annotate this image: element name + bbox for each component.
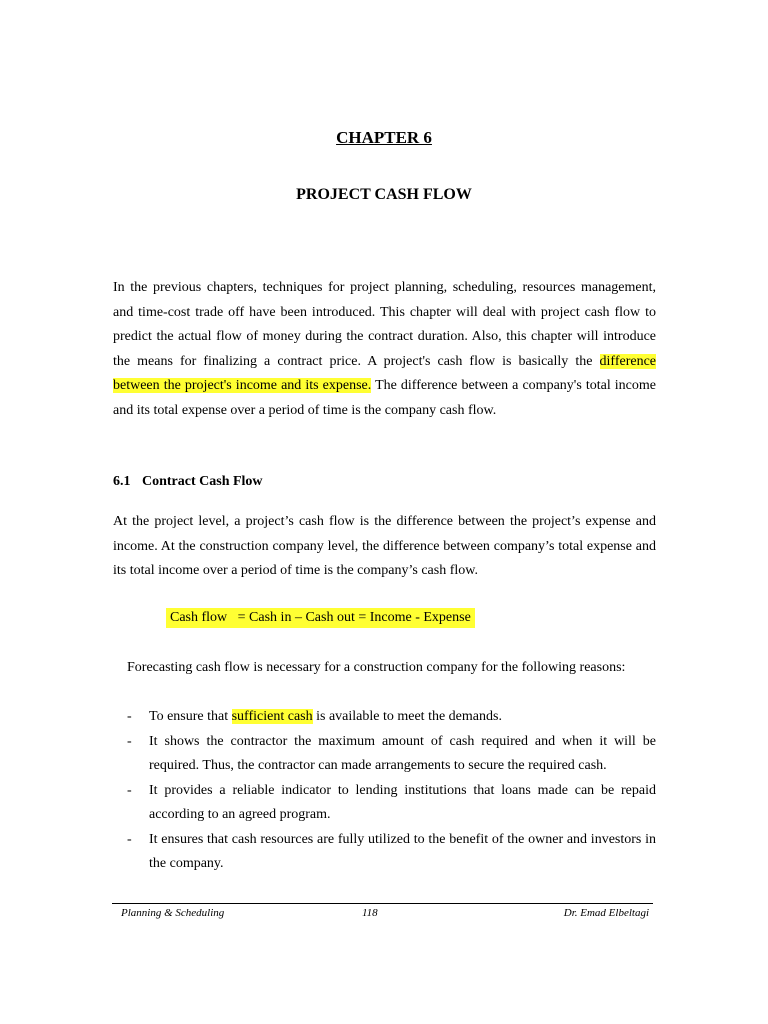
list-item [113,730,656,779]
reason-text: It ensures that cash resources are fully utilized to the benefit of the owner and investors in the company. [149,831,656,871]
section-paragraph: At the project level, a project’s cash flow is the difference between the project’s expense and income. At the construction company level, the difference between company’s total expense and its total income over a period of time is the company’s cash flow. [113,514,656,578]
intro-paragraph [113,276,656,423]
chapter-number: CHAPTER 6 [336,128,432,147]
reasons-list [113,705,656,877]
intro-highlight: difference between the project's income and its expense. [113,353,656,393]
chapter-title: PROJECT CASH FLOW [296,186,472,203]
section-heading [113,474,263,490]
reason-text-before: To ensure that [149,709,232,724]
reason-text-after: is available to meet the demands. [312,709,502,724]
list-dash: - [127,782,132,798]
footer-course-title: Planning & Scheduling [121,907,225,919]
section-title: Contract Cash Flow [142,474,263,489]
list-item [113,705,656,730]
footer-divider [112,903,653,904]
list-dash: - [127,733,132,749]
footer-page-number: 118 [362,907,378,919]
list-dash: - [127,831,132,847]
list-item [113,828,656,877]
list-item [113,779,656,828]
intro-text-after: The difference between a company's total income and its total expense over a period of time is the company cash flow. [113,378,656,418]
section-number: 6.1 [113,474,131,489]
forecast-intro: Forecasting cash flow is necessary for a construction company for the following reasons: [127,660,626,675]
cash-flow-formula: Cash flow = Cash in – Cash out = Income - Expense [166,608,475,628]
reason-text: It shows the contractor the maximum amount of cash required and when it will be required. Thus, the contractor can made arrangements to secure the required cash. [149,733,656,773]
reason-highlight: sufficient cash [231,709,313,724]
list-dash: - [127,709,132,724]
footer-author: Dr. Emad Elbeltagi [563,907,649,919]
intro-text-before: In the previous chapters, techniques for project planning, scheduling, resources management, and time-cost trade off have been introduced. This chapter will deal with project cash flow to predict the actual flow of money during the contract duration. Also, this chapter will introduce the means for finalizing a contract price. A project's cash flow is basically the [113,280,656,369]
reason-text: It provides a reliable indicator to lending institutions that loans made can be repaid according to an agreed program. [149,782,656,822]
